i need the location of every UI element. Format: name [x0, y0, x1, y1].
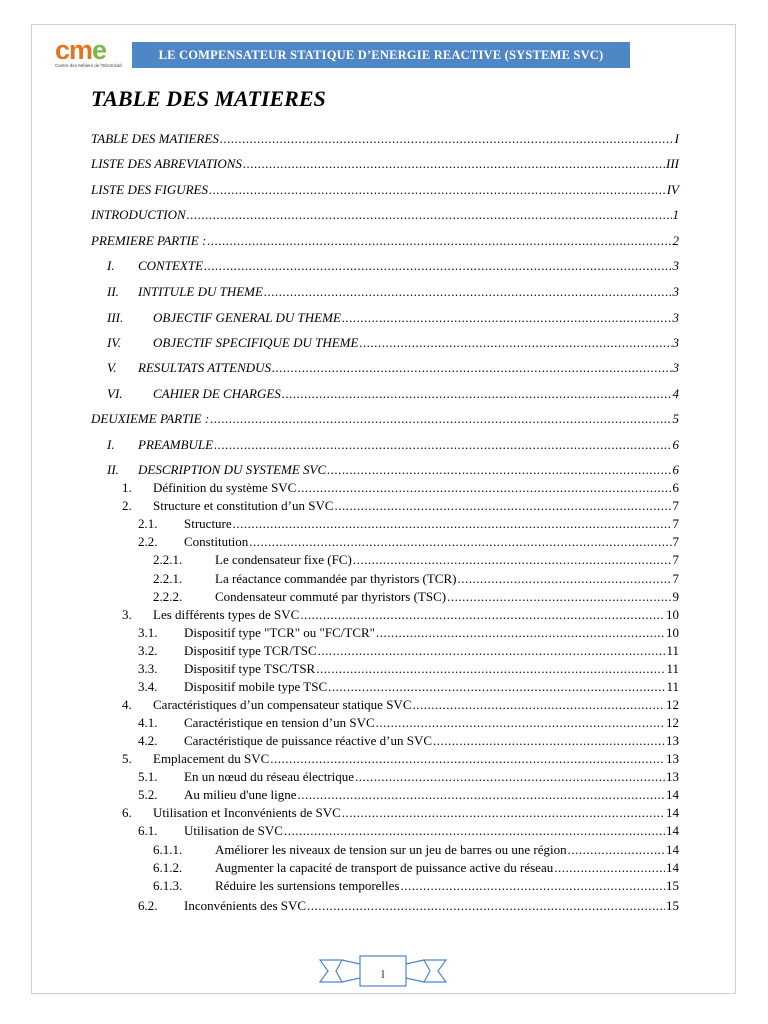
toc-entry-title: OBJECTIF GENERAL DU THEME [153, 310, 341, 325]
toc-entry[interactable] [91, 182, 679, 198]
toc-entry-title: Dispositif mobile type TSC [184, 679, 328, 694]
toc-entry-number: IV. [107, 335, 121, 350]
toc-entry-number: 2.2.1. [153, 552, 183, 567]
toc-entry-number: 3. [122, 607, 132, 622]
toc-entry-title: Caractéristique de puissance réactive d’un SVC [184, 733, 432, 748]
toc-entry-title: DESCRIPTION DU SYSTEME SVC [138, 462, 327, 477]
toc-entry[interactable] [107, 335, 679, 351]
toc-entry-number: 5.1. [138, 769, 158, 784]
toc-entry-title: Améliorer les niveaux de tension sur un jeu de barres ou une région [215, 842, 567, 857]
toc-entry[interactable] [91, 156, 679, 172]
toc-leader [316, 661, 665, 677]
page-number: I [381, 966, 385, 981]
toc-entry-title: La réactance commandée par thyristors (TCR) [215, 571, 457, 586]
toc-entry-title: Caractéristique en tension d’un SVC [184, 715, 375, 730]
toc-leader [447, 589, 671, 605]
logo-subtitle: Centre des Métiers de l'Electricité [55, 63, 122, 68]
toc-entry[interactable] [122, 498, 679, 514]
toc-entry-title: Condensateur commuté par thyristors (TSC) [215, 589, 447, 604]
toc-leader [359, 335, 671, 351]
header-banner [132, 42, 630, 68]
toc-entry-number: II. [107, 284, 119, 299]
toc-entry-number: 1. [122, 480, 132, 495]
toc-leader [297, 480, 671, 496]
toc-entry-title: En un nœud du réseau électrique [184, 769, 355, 784]
toc-entry-page: 1 [672, 207, 679, 222]
toc-entry-number: 4. [122, 697, 132, 712]
toc-leader [457, 571, 671, 587]
toc-entry-number: 3.3. [138, 661, 158, 676]
toc-entry-page: 7 [672, 552, 679, 567]
toc-leader [214, 437, 671, 453]
toc-entry[interactable] [91, 131, 679, 147]
toc-entry-title: TABLE DES MATIERES [91, 131, 219, 146]
toc-entry-page: 15 [666, 898, 679, 913]
toc-leader [376, 625, 665, 641]
toc-leader [233, 516, 672, 532]
toc-entry-number: 2.2.1. [153, 571, 183, 586]
toc-entry[interactable] [138, 643, 679, 659]
toc-leader [328, 679, 665, 695]
toc-leader [335, 498, 672, 514]
toc-entry-page: 7 [672, 571, 679, 586]
toc-entry-number: 6. [122, 805, 132, 820]
toc-entry[interactable] [138, 516, 679, 532]
toc-entry-page: 5 [672, 411, 679, 426]
toc-entry-number: 6.1.3. [153, 878, 183, 893]
toc-entry-title: Définition du système SVC [153, 480, 297, 495]
toc-leader [318, 643, 666, 659]
toc-entry[interactable] [91, 411, 679, 427]
toc-entry-page: 11 [666, 661, 679, 676]
toc-entry[interactable] [138, 625, 679, 641]
toc-entry-page: 3 [672, 284, 679, 299]
toc-entry-title: LISTE DES FIGURES [91, 182, 208, 197]
toc-leader [376, 715, 665, 731]
toc-leader [353, 552, 672, 568]
toc-entry[interactable] [153, 842, 679, 858]
toc-entry-page: 12 [666, 715, 679, 730]
toc-entry[interactable] [138, 679, 679, 695]
toc-entry-page: I [674, 131, 679, 146]
toc-entry[interactable] [153, 589, 679, 605]
toc-entry-title: Réduire les surtensions temporelles [215, 878, 400, 893]
toc-entry-page: 2 [672, 233, 679, 248]
toc-entry-number: 2.2.2. [153, 589, 183, 604]
toc-entry-number: 2. [122, 498, 132, 513]
toc-entry-title: Au milieu d'une ligne [184, 787, 297, 802]
toc-leader [568, 842, 665, 858]
toc-entry-title: Structure et constitution d’un SVC [153, 498, 334, 513]
toc-entry-number: 4.2. [138, 733, 158, 748]
toc-entry-title: Dispositif type TCR/TSC [184, 643, 317, 658]
toc-leader [327, 462, 671, 478]
toc-entry[interactable] [107, 462, 679, 478]
toc-entry-number: I. [107, 258, 115, 273]
toc-entry-title: INTRODUCTION [91, 207, 186, 222]
toc-entry-title: Inconvénients des SVC [184, 898, 307, 913]
toc-entry[interactable] [107, 258, 679, 274]
toc-entry[interactable] [107, 360, 679, 376]
toc-entry-title: Structure [184, 516, 232, 531]
toc-entry-page: 11 [666, 643, 679, 658]
toc-entry-title: Constitution [184, 534, 249, 549]
toc-leader [210, 411, 671, 427]
toc-entry[interactable] [122, 751, 679, 767]
toc-entry[interactable] [138, 661, 679, 677]
toc-entry-title: Dispositif type TSC/TSR [184, 661, 316, 676]
toc-entry-number: 5.2. [138, 787, 158, 802]
toc-entry[interactable] [138, 733, 679, 749]
toc-entry-title: CONTEXTE [138, 258, 204, 273]
toc-entry-title: PREAMBULE [138, 437, 214, 452]
toc-leader [284, 823, 665, 839]
toc-entry-title: LISTE DES ABREVIATIONS [91, 156, 242, 171]
toc-entry-number: 6.1.2. [153, 860, 183, 875]
toc-leader [342, 805, 665, 821]
toc-entry[interactable] [153, 571, 679, 587]
cme-logo [55, 37, 127, 75]
toc-leader [433, 733, 665, 749]
toc-leader [187, 207, 672, 223]
toc-leader [307, 898, 665, 914]
toc-entry-title: Caractéristiques d’un compensateur statique SVC [153, 697, 412, 712]
toc-entry-page: III [666, 156, 679, 171]
toc-entry-title: INTITULE DU THEME [138, 284, 263, 299]
toc-entry-number: 5. [122, 751, 132, 766]
toc-entry-page: 7 [672, 516, 679, 531]
logo-text: cme [55, 35, 107, 65]
toc-leader [264, 284, 672, 300]
toc-leader [270, 751, 665, 767]
banner-title: LE COMPENSATEUR STATIQUE D’ENERGIE REACTIVE (SYSTEME SVC) [158, 47, 604, 62]
toc-leader [342, 310, 672, 326]
toc-entry-number: III. [107, 310, 124, 325]
toc-entry-page: 14 [666, 860, 679, 875]
toc-entry-page: 7 [672, 498, 679, 513]
toc-entry-number: 2.2. [138, 534, 158, 549]
toc-entry-page: 14 [666, 842, 679, 857]
toc-leader [297, 787, 665, 803]
toc-leader [300, 607, 665, 623]
toc-entry-title: Utilisation et Inconvénients de SVC [153, 805, 341, 820]
toc-entry-number: I. [107, 437, 115, 452]
toc-entry-title: Dispositif type "TCR" ou "FC/TCR" [184, 625, 375, 640]
toc-leader [554, 860, 665, 876]
toc-entry-page: 3 [672, 335, 679, 350]
toc-entry-page: 3 [672, 360, 679, 375]
toc-entry-page: 13 [666, 733, 679, 748]
toc-entry-number: 6.1.1. [153, 842, 183, 857]
toc-leader [204, 258, 671, 274]
toc-entry-number: 3.4. [138, 679, 158, 694]
toc-entry-number: 3.1. [138, 625, 158, 640]
toc-leader [220, 131, 674, 147]
toc-entry-page: 11 [666, 679, 679, 694]
toc-entry-page: 15 [666, 878, 679, 893]
toc-entry[interactable] [122, 480, 679, 496]
toc-entry[interactable] [153, 860, 679, 876]
toc-entry-number: 6.1. [138, 823, 158, 838]
toc-entry-number: 3.2. [138, 643, 158, 658]
toc-leader [401, 878, 666, 894]
toc-entry-page: 10 [666, 625, 679, 640]
toc-entry[interactable] [91, 207, 679, 223]
toc-entry-page: 14 [666, 823, 679, 838]
toc-entry[interactable] [153, 552, 679, 568]
toc-entry-title: CAHIER DE CHARGES [153, 386, 281, 401]
toc-entry-page: 13 [666, 769, 679, 784]
toc-entry-title: Le condensateur fixe (FC) [215, 552, 352, 567]
toc-leader [209, 182, 666, 198]
toc-entry[interactable] [153, 878, 679, 894]
toc-leader [249, 534, 671, 550]
toc-entry-number: II. [107, 462, 119, 477]
toc-entry-title: Utilisation de SVC [184, 823, 283, 838]
toc-entry-page: 6 [672, 437, 679, 452]
toc-entry-page: 13 [666, 751, 679, 766]
toc-entry-page: 4 [672, 386, 679, 401]
toc-entry[interactable] [107, 284, 679, 300]
toc-entry-number: 6.2. [138, 898, 158, 913]
toc-entry[interactable] [107, 310, 679, 326]
toc-leader [413, 697, 666, 713]
toc-entry-page: 14 [666, 787, 679, 802]
toc-entry-number: 2.1. [138, 516, 158, 531]
toc-entry-page: 6 [672, 462, 679, 477]
toc-entry-page: IV [666, 182, 679, 197]
toc-entry-page: 9 [672, 589, 679, 604]
toc-entry-page: 6 [672, 480, 679, 495]
toc-entry-page: 12 [666, 697, 679, 712]
toc-entry-page: 3 [672, 310, 679, 325]
toc-entry-title: OBJECTIF SPECIFIQUE DU THEME [153, 335, 359, 350]
toc-leader [243, 156, 665, 172]
toc-entry[interactable] [138, 823, 679, 839]
toc-entry[interactable] [91, 233, 679, 249]
toc-entry[interactable] [138, 715, 679, 731]
toc-entry[interactable] [138, 769, 679, 785]
toc-entry-number: VI. [107, 386, 123, 401]
toc-leader [272, 360, 671, 376]
toc-entry[interactable] [138, 787, 679, 803]
toc-leader [355, 769, 665, 785]
toc-entry-number: V. [107, 360, 117, 375]
toc-entry[interactable] [122, 697, 679, 713]
toc-entry-page: 10 [666, 607, 679, 622]
toc-entry-title: DEUXIEME PARTIE : [91, 411, 210, 426]
toc-entry[interactable] [138, 898, 679, 914]
toc-entry-title: Emplacement du SVC [153, 751, 270, 766]
toc-entry-page: 7 [672, 534, 679, 549]
toc-entry-page: 3 [672, 258, 679, 273]
toc-entry-title: Les différents types de SVC [153, 607, 300, 622]
toc-entry[interactable] [107, 386, 679, 402]
toc-entry-title: Augmenter la capacité de transport de puissance active du réseau [215, 860, 554, 875]
toc-entry[interactable] [122, 607, 679, 623]
toc-leader [207, 233, 671, 249]
toc-entry-title: RESULTATS ATTENDUS [138, 360, 272, 375]
toc-entry[interactable] [138, 534, 679, 550]
toc-entry[interactable] [107, 437, 679, 453]
toc-entry[interactable] [122, 805, 679, 821]
toc-entry-page: 14 [666, 805, 679, 820]
toc-entry-number: 4.1. [138, 715, 158, 730]
toc-entry-title: PREMIERE PARTIE : [91, 233, 207, 248]
toc-leader [282, 386, 672, 402]
toc-heading: TABLE DES MATIERES [91, 86, 326, 111]
